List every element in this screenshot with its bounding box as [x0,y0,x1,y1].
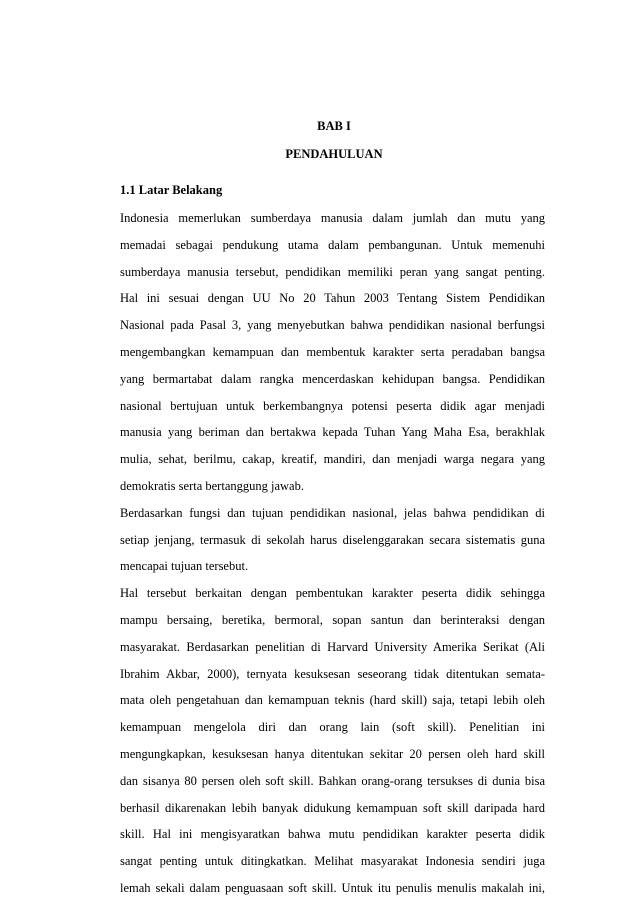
text-line: sumberdaya manusia tersebut, pendidikan memiliki peran yang sangat penting. [120,264,545,279]
chapter-number: BAB I [317,119,351,133]
text-line: mengembangkan kemampuan dan membentuk karakter serta peradaban bangsa [120,345,545,359]
text-line: lemah sekali dalam penguasaan soft skill. Untuk itu penulis menulis makalah ini, [120,881,545,895]
text-line: mata oleh pengetahuan dan kemampuan teknis (hard skill) saja, tetapi lebih oleh [120,693,545,708]
text-line: setiap jenjang, termasuk di sekolah harus diselenggarakan secara sistematis guna [120,532,545,547]
text-line: demokratis serta bertanggung jawab. [120,479,304,493]
text-line: berhasil dikarenakan lebih banyak didukung kemampuan soft skill daripada hard [120,800,545,815]
text-line: dan sisanya 80 persen oleh soft skill. Bahkan orang-orang tersukses di dunia bisa [120,773,545,788]
text-line: skill. Hal ini mengisyaratkan bahwa mutu pendidikan karakter peserta didik [120,827,545,842]
text-line: mampu bersaing, beretika, bermoral, sopan santun dan berinteraksi dengan [120,613,545,627]
chapter-title: PENDAHULUAN [285,147,383,161]
text-line: memadai sebagai pendukung utama dalam pembangunan. Untuk memenuhi [120,237,545,252]
text-line: masyarakat. Berdasarkan penelitian di Harvard University Amerika Serikat (Ali [120,639,545,654]
text-line: yang bermartabat dalam rangka mencerdaskan kehidupan bangsa. Pendidikan [120,371,545,386]
text-line: Ibrahim Akbar, 2000), ternyata kesuksesan seseorang tidak ditentukan semata- [120,666,545,681]
text-line: mengungkapkan, kesuksesan hanya ditentukan sekitar 20 persen oleh hard skill [120,747,545,761]
text-line: Hal tersebut berkaitan dengan pembentukan karakter peserta didik sehingga [120,586,545,601]
text-line: Indonesia memerlukan sumberdaya manusia dalam jumlah dan mutu yang [120,211,545,225]
text-line: Hal ini sesuai dengan UU No 20 Tahun 2003 Tentang Sistem Pendidikan [120,291,545,306]
text-line: Nasional pada Pasal 3, yang menyebutkan bahwa pendidikan nasional berfungsi [120,318,545,333]
text-line: manusia yang beriman dan bertakwa kepada Tuhan Yang Maha Esa, berakhlak [120,425,545,440]
section-heading: 1.1 Latar Belakang [120,183,223,197]
text-line: mulia, sehat, berilmu, cakap, kreatif, mandiri, dan menjadi warga negara yang [120,452,545,467]
text-line: kemampuan mengelola diri dan orang lain (soft skill). Penelitian ini [120,720,545,735]
text-line: sangat penting untuk ditingkatkan. Melihat masyarakat Indonesia sendiri juga [120,854,545,869]
text-line: mencapai tujuan tersebut. [120,559,249,574]
text-line: nasional bertujuan untuk berkembangnya potensi peserta didik agar menjadi [120,398,545,413]
text-line: Berdasarkan fungsi dan tujuan pendidikan nasional, jelas bahwa pendidikan di [120,505,545,520]
